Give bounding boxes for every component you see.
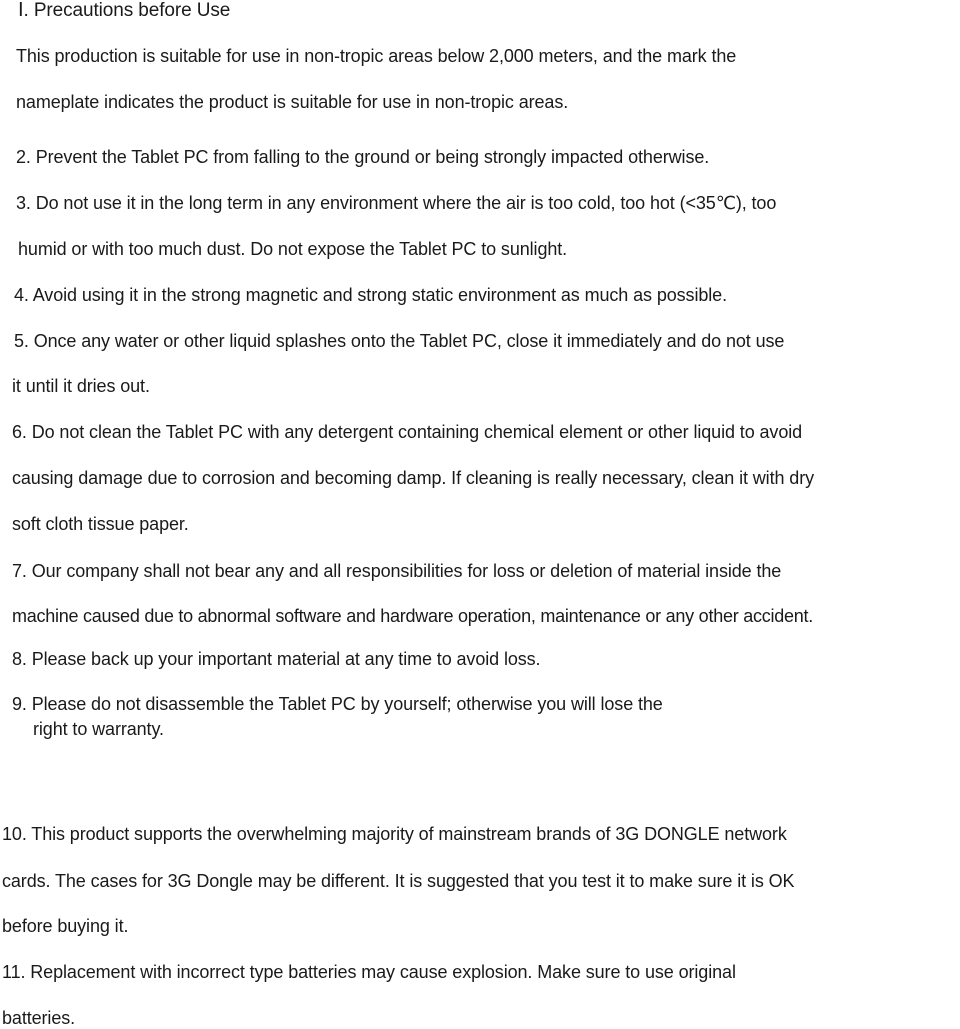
precaution-6-line-1: 6. Do not clean the Tablet PC with any detergent containing chemical element or other liquid to avoid xyxy=(12,422,803,442)
precaution-7-line-1: 7. Our company shall not bear any and all responsibilities for loss or deletion of material inside the xyxy=(12,561,782,581)
precaution-10-line-1: 10. This product supports the overwhelming majority of mainstream brands of 3G DONGLE network xyxy=(2,824,787,844)
intro-line-2: nameplate indicates the product is suitable for use in non-tropic areas. xyxy=(16,92,569,112)
intro-line-1: This production is suitable for use in non-tropic areas below 2,000 meters, and the mark the xyxy=(16,46,737,66)
precaution-2-line-1: 2. Prevent the Tablet PC from falling to the ground or being strongly impacted otherwise. xyxy=(16,147,710,167)
precaution-8-line-1: 8. Please back up your important material at any time to avoid loss. xyxy=(12,649,541,669)
precaution-5-line-2: it until it dries out. xyxy=(12,376,150,396)
precaution-9-line-1: 9. Please do not disassemble the Tablet PC by yourself; otherwise you will lose the xyxy=(12,694,663,714)
precaution-7-line-2: machine caused due to abnormal software and hardware operation, maintenance or any other accident. xyxy=(12,606,814,626)
precaution-5-line-1: 5. Once any water or other liquid splashes onto the Tablet PC, close it immediately and do not use xyxy=(14,331,785,351)
precaution-3-line-1: 3. Do not use it in the long term in any environment where the air is too cold, too hot (<35℃), too xyxy=(16,193,777,213)
precaution-9-line-2: right to warranty. xyxy=(33,719,164,739)
precaution-6-line-3: soft cloth tissue paper. xyxy=(12,514,189,534)
precaution-6-line-2: causing damage due to corrosion and becoming damp. If cleaning is really necessary, clean it with dry xyxy=(12,468,815,488)
precaution-4-line-1: 4. Avoid using it in the strong magnetic and strong static environment as much as possible. xyxy=(14,285,727,305)
section-heading: Ⅰ. Precautions before Use xyxy=(18,0,231,21)
precaution-11-line-1: 11. Replacement with incorrect type batteries may cause explosion. Make sure to use original xyxy=(2,962,736,982)
precaution-10-line-2: cards. The cases for 3G Dongle may be different. It is suggested that you test it to make sure it is OK xyxy=(2,871,795,891)
precaution-10-line-3: before buying it. xyxy=(2,916,129,936)
precaution-11-line-2: batteries. xyxy=(2,1008,76,1028)
precaution-3-line-2: humid or with too much dust. Do not expose the Tablet PC to sunlight. xyxy=(18,239,568,259)
